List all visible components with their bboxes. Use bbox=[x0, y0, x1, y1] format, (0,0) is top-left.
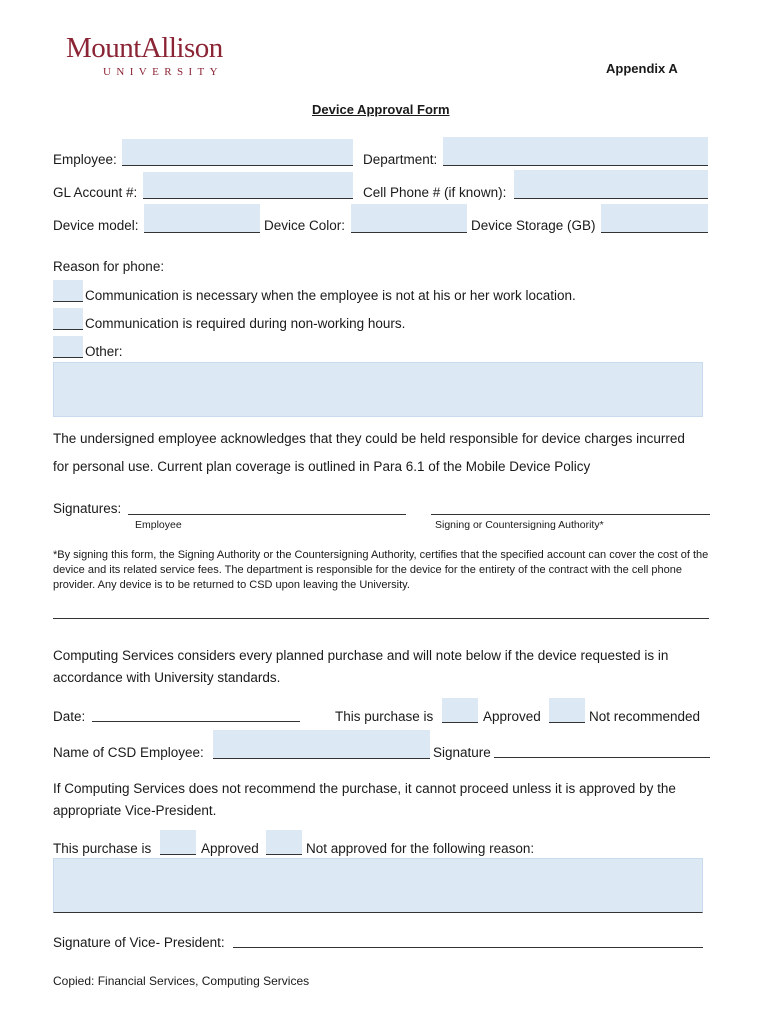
reason-option-2-checkbox[interactable] bbox=[53, 308, 83, 330]
department-field[interactable] bbox=[443, 137, 708, 166]
university-logo: MountAllison bbox=[66, 32, 223, 64]
vp-reason-textarea[interactable] bbox=[53, 858, 703, 913]
employee-signature-line[interactable] bbox=[128, 514, 406, 515]
section-divider bbox=[53, 618, 709, 619]
employee-label: Employee: bbox=[53, 152, 117, 167]
device-color-label: Device Color: bbox=[264, 218, 346, 233]
vp-approval-note: If Computing Services does not recommend the purchase, it cannot proceed unless it is approved by the appropriate Vice-President. bbox=[53, 781, 676, 818]
csd-signature-line[interactable] bbox=[494, 757, 710, 758]
employee-field[interactable] bbox=[122, 139, 353, 166]
vp-approved-checkbox[interactable] bbox=[160, 830, 196, 855]
acknowledgement-line-2: for personal use. Current plan coverage is outlined in Para 6.1 of the Mobile Device Policy bbox=[53, 459, 591, 474]
gl-account-field[interactable] bbox=[143, 172, 353, 199]
date-label: Date: bbox=[53, 709, 86, 724]
csd-employee-label: Name of CSD Employee: bbox=[53, 745, 204, 760]
vp-not-approved-checkbox[interactable] bbox=[266, 830, 302, 855]
device-color-field[interactable] bbox=[351, 204, 467, 233]
signatures-label: Signatures: bbox=[53, 501, 122, 516]
vp-signature-line[interactable] bbox=[233, 947, 703, 948]
cell-phone-label: Cell Phone # (if known): bbox=[363, 185, 507, 200]
csd-purchase-is-label: This purchase is bbox=[335, 709, 434, 724]
device-storage-label: Device Storage (GB) bbox=[471, 218, 596, 233]
csd-employee-field[interactable] bbox=[213, 730, 430, 759]
vp-not-approved-label: Not approved for the following reason: bbox=[306, 841, 535, 856]
reason-option-other-checkbox[interactable] bbox=[53, 336, 83, 358]
csd-not-recommended-label: Not recommended bbox=[589, 709, 701, 724]
reason-option-other-label: Other: bbox=[85, 344, 123, 359]
reason-option-1-label: Communication is necessary when the employee is not at his or her work location. bbox=[85, 288, 576, 303]
vp-signature-label: Signature of Vice- President: bbox=[53, 935, 225, 950]
university-logo-subtitle: UNIVERSITY bbox=[103, 66, 223, 78]
department-label: Department: bbox=[363, 152, 438, 167]
reason-option-1-checkbox[interactable] bbox=[53, 280, 83, 302]
computing-services-intro: Computing Services considers every planned purchase and will note below if the device requested is in accordance with University standards. bbox=[53, 648, 669, 685]
copied-to-note: Copied: Financial Services, Computing Services bbox=[53, 974, 310, 988]
authority-signature-line[interactable] bbox=[431, 514, 710, 515]
gl-account-label: GL Account #: bbox=[53, 185, 138, 200]
employee-signature-caption: Employee bbox=[135, 519, 182, 531]
reason-option-2-label: Communication is required during non-working hours. bbox=[85, 316, 406, 331]
authority-signature-caption: Signing or Countersigning Authority* bbox=[435, 519, 604, 531]
other-reason-textarea[interactable] bbox=[53, 362, 703, 417]
csd-approved-label: Approved bbox=[483, 709, 541, 724]
vp-approved-label: Approved bbox=[201, 841, 259, 856]
date-field[interactable] bbox=[92, 721, 300, 722]
cell-phone-field[interactable] bbox=[514, 170, 708, 199]
device-model-field[interactable] bbox=[144, 204, 260, 233]
vp-purchase-is-label: This purchase is bbox=[53, 841, 152, 856]
acknowledgement-line-1: The undersigned employee acknowledges that they could be held responsible for device charges incurred bbox=[53, 431, 685, 446]
signing-footnote: *By signing this form, the Signing Authority or the Countersigning Authority, certifies that the specified account can cover the cost of the device and its related service fees. The department is responsible for the device for the entirety of the contract with the cell phone provider. Any device is to be returned to CSD upon leaving the University. bbox=[53, 549, 709, 591]
device-model-label: Device model: bbox=[53, 218, 139, 233]
csd-approved-checkbox[interactable] bbox=[442, 698, 478, 723]
csd-not-recommended-checkbox[interactable] bbox=[549, 698, 585, 723]
page-title: Device Approval Form bbox=[312, 102, 450, 117]
device-storage-field[interactable] bbox=[601, 204, 708, 233]
csd-signature-label: Signature bbox=[433, 745, 491, 760]
appendix-label: Appendix A bbox=[606, 61, 678, 76]
reason-heading: Reason for phone: bbox=[53, 259, 165, 274]
